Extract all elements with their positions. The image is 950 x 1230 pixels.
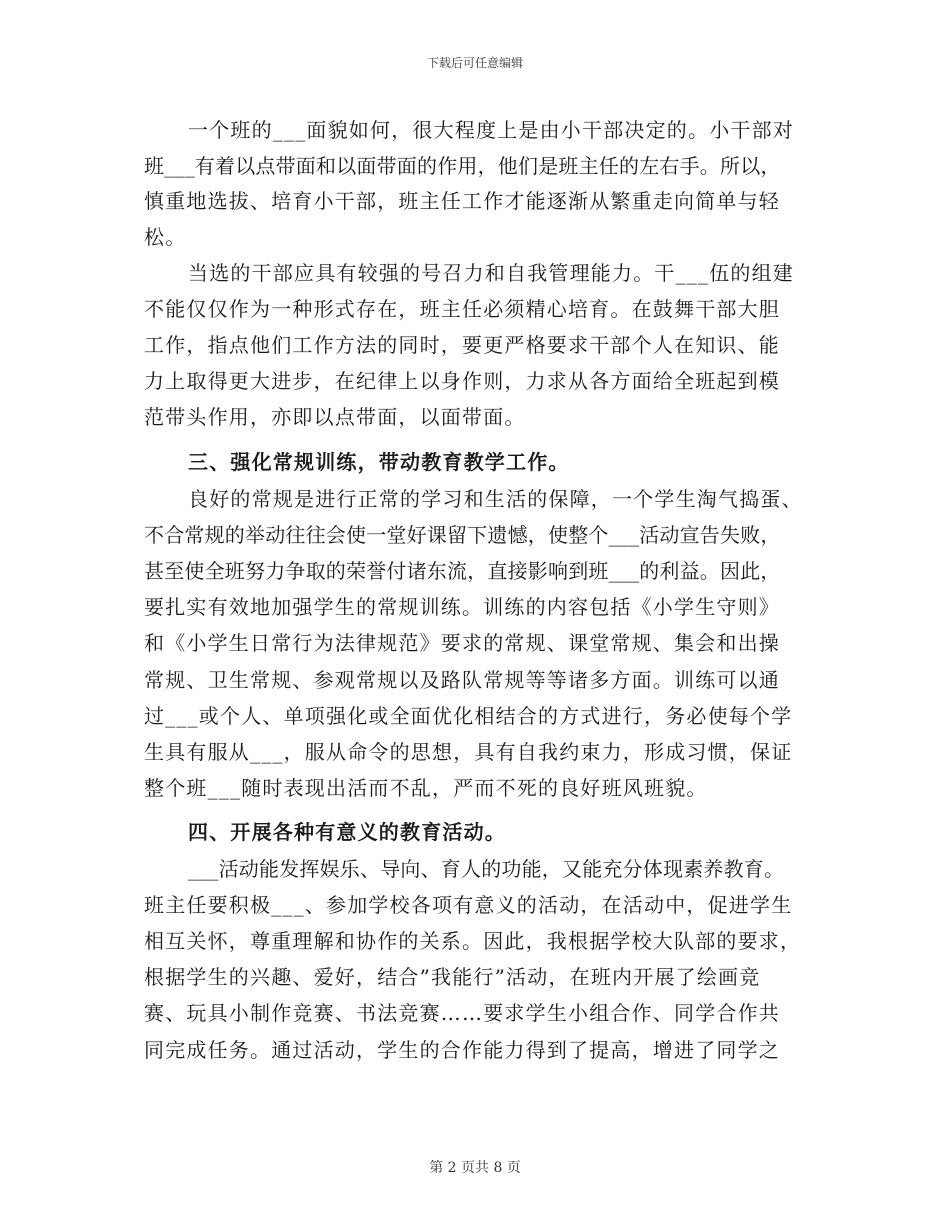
paragraph-line: 过___或个人、单项强化或全面优化相结合的方式进行，务必使每个学: [144, 704, 793, 728]
paragraph-line: 常规、卫生常规、参观常规以及路队常规等等诸多方面。训练可以通: [144, 668, 780, 692]
paragraph-line: 班___有着以点带面和以面带面的作用，他们是班主任的左右手。所以，: [144, 154, 781, 178]
paragraph-line: 慎重地选拔、培育小干部，班主任工作才能逐渐从繁重走向简单与轻: [144, 189, 780, 213]
paragraph-line: 不合常规的举动往往会使一堂好课留下遗憾，使整个___活动宣告失败，: [144, 523, 781, 547]
paragraph-line: 赛、玩具小制作竞赛、书法竞赛……要求学生小组合作、同学合作共: [144, 1001, 780, 1025]
section-heading: 四、开展各种有意义的教育活动。: [188, 820, 506, 844]
paragraph-line: 甚至使全班努力争取的荣誉付诸东流，直接影响到班___的利益。因此，: [144, 559, 781, 583]
paragraph-line: 不能仅仅作为一种形式存在，班主任必须精心培育。在鼓舞干部大胆: [144, 297, 780, 321]
paragraph-line: 范带头作用，亦即以点带面，以面带面。: [144, 405, 526, 429]
paragraph-line: 整个班___随时表现出活而不乱，严而不死的良好班风班貌。: [144, 776, 708, 800]
paragraph-line: 松。: [144, 225, 187, 249]
page-header: 下载后可任意编辑: [426, 56, 523, 70]
page-number: 第 2 页共 8 页: [429, 1160, 521, 1176]
paragraph-line: 一个班的___面貌如何，很大程度上是由小干部决定的。小干部对: [188, 118, 794, 142]
paragraph-line: 生具有服从___，服从命令的思想，具有自我约束力，形成习惯，保证: [144, 740, 793, 764]
paragraph-line: ___活动能发挥娱乐、导向、育人的功能，又能充分体现素养教育。: [188, 857, 785, 881]
paragraph-line: 根据学生的兴趣、爱好，结合”我能行”活动，在班内开展了绘画竞: [144, 965, 761, 989]
paragraph-line: 力上取得更大进步，在纪律上以身作则，力求从各方面给全班起到模: [144, 369, 780, 393]
paragraph-line: 良好的常规是进行正常的学习和生活的保障，一个学生淘气捣蛋、: [188, 487, 803, 511]
paragraph-line: 相互关怀，尊重理解和协作的关系。因此，我根据学校大队部的要求，: [144, 929, 802, 953]
paragraph-line: 当选的干部应具有较强的号召力和自我管理能力。干___伍的组建: [188, 261, 794, 285]
paragraph-line: 同完成任务。通过活动，学生的合作能力得到了提高，增进了同学之: [144, 1038, 780, 1062]
paragraph-line: 要扎实有效地加强学生的常规训练。训练的内容包括《小学生守则》: [144, 595, 780, 619]
paragraph-line: 工作，指点他们工作方法的同时，要更严格要求干部个人在知识、能: [144, 333, 780, 357]
paragraph-line: 班主任要积极___、参加学校各项有意义的活动，在活动中，促进学生: [144, 893, 793, 917]
section-heading: 三、强化常规训练，带动教育教学工作。: [188, 450, 570, 474]
paragraph-line: 和《小学生日常行为法律规范》要求的常规、课堂常规、集会和出操: [144, 631, 780, 655]
